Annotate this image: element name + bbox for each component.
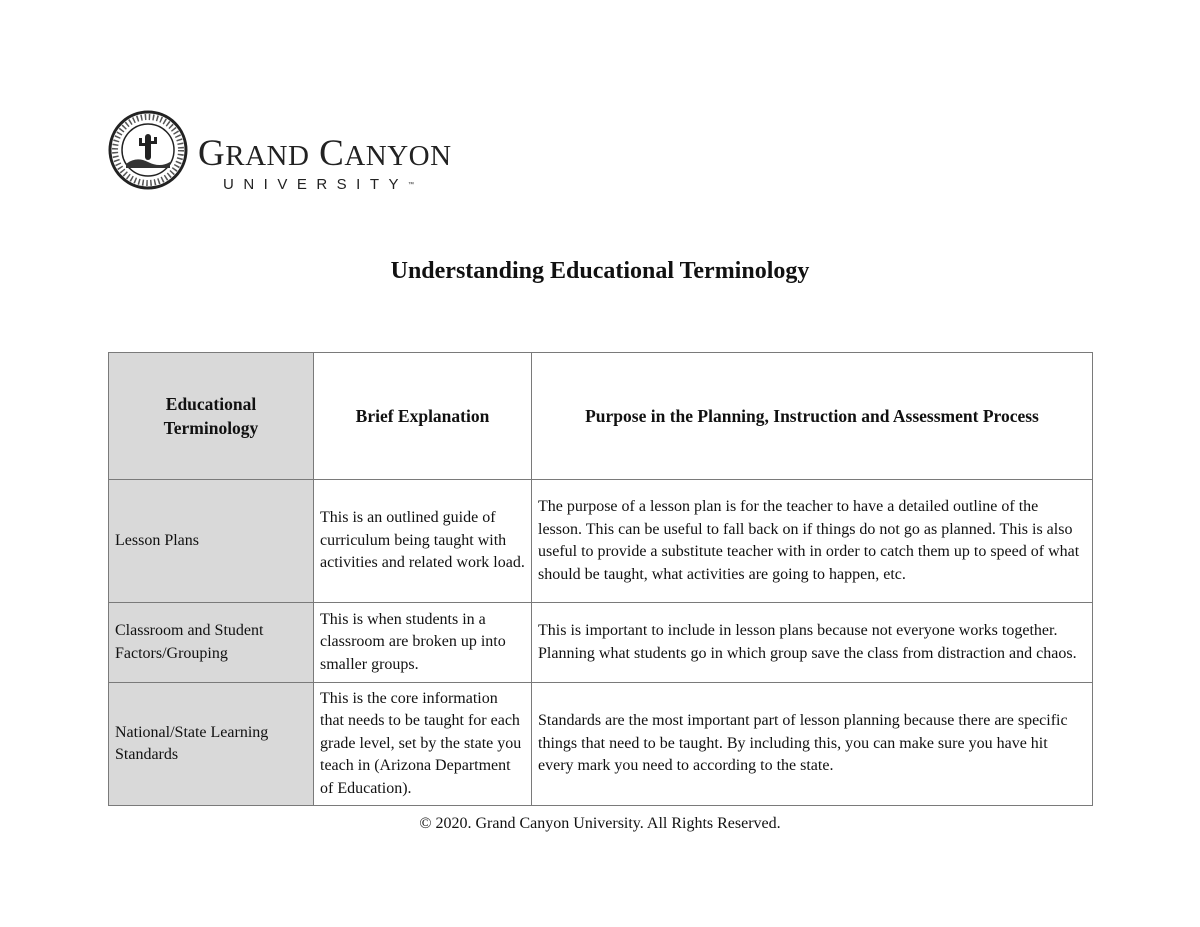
page-title: Understanding Educational Terminology <box>390 258 810 284</box>
purpose-cell: Standards are the most important part of lesson planning because there are specific things that need to be taught. By including this, you can make sure you have hit every mark you need to according to the state. <box>532 683 1093 806</box>
header-purpose: Purpose in the Planning, Instruction and Assessment Process <box>532 353 1093 480</box>
logo-wordmark <box>198 134 452 194</box>
explanation-cell: This is the core information that needs to be taught for each grade level, set by the state you teach in (Arizona Department of Education). <box>314 683 532 806</box>
terminology-table <box>108 352 1093 806</box>
term-cell: Classroom and Student Factors/Grouping <box>109 603 314 683</box>
university-seal-icon <box>108 108 194 194</box>
logo-university-subtitle: UNIVERSITY™ <box>223 176 415 193</box>
purpose-cell: This is important to include in lesson plans because not everyone works together. Planning what students go in which group save the class from distraction and chaos. <box>532 603 1093 683</box>
university-logo <box>108 108 488 194</box>
term-cell: Lesson Plans <box>109 480 314 603</box>
header-educational-terminology: Educational Terminology <box>109 353 314 480</box>
explanation-cell: This is an outlined guide of curriculum being taught with activities and related work load. <box>314 480 532 603</box>
logo-university-name: GRAND CANYON <box>198 133 452 174</box>
copyright-footer: © 2020. Grand Canyon University. All Rights Reserved. <box>419 815 781 832</box>
table-header-row <box>109 353 1093 480</box>
table-row <box>109 480 1093 603</box>
table-row <box>109 603 1093 683</box>
table-row <box>109 683 1093 806</box>
term-cell: National/State Learning Standards <box>109 683 314 806</box>
purpose-cell: The purpose of a lesson plan is for the teacher to have a detailed outline of the lesson. This can be useful to fall back on if things do not go as planned. This is also useful to provide a substitute teacher with in order to catch them up to speed of what should be taught, what activities are going to happen, etc. <box>532 480 1093 603</box>
explanation-cell: This is when students in a classroom are broken up into smaller groups. <box>314 603 532 683</box>
header-brief-explanation: Brief Explanation <box>314 353 532 480</box>
